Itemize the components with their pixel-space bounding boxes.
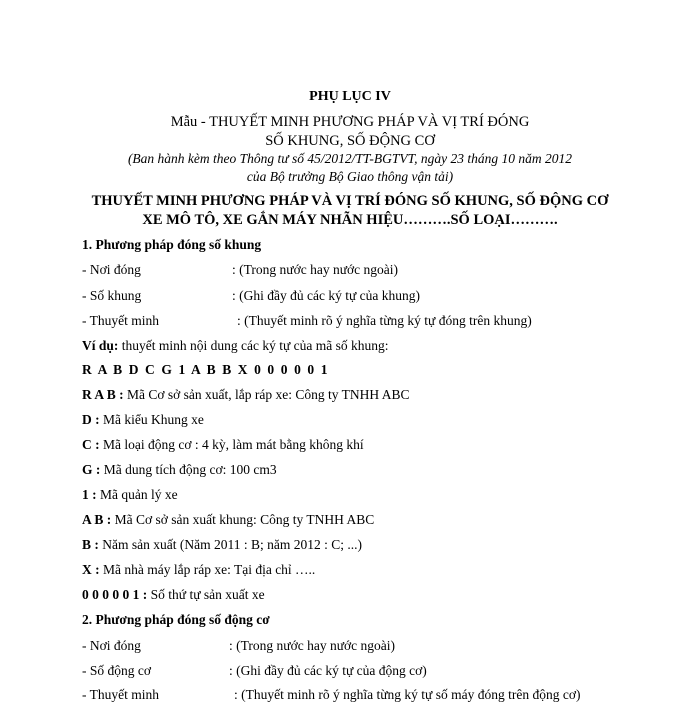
code-key: D :: [82, 412, 100, 427]
row-label: - Nơi đóng: [82, 262, 141, 277]
code-line: [82, 387, 410, 403]
code-key: X :: [82, 562, 100, 577]
section-2-row-explanation: [82, 687, 581, 703]
section-1-row-explanation: [82, 313, 532, 329]
code-key: 1 :: [82, 487, 97, 502]
code-desc: Năm sản xuất (Năm 2011 : B; năm 2012 : C; ...): [98, 537, 362, 552]
issued-note-line-1: (Ban hành kèm theo Thông tư số 45/2012/TT-BGTVT, ngày 23 tháng 10 năm 2012: [127, 151, 573, 166]
section-2-heading: 2. Phương pháp đóng số động cơ: [82, 612, 270, 627]
code-line: [82, 537, 362, 553]
section-2-row-place: [82, 638, 396, 654]
code-key: C :: [82, 437, 100, 452]
code-line: [82, 562, 315, 578]
code-line: [82, 462, 277, 478]
row-label: - Thuyết minh: [82, 313, 159, 328]
section-1-row-place: [82, 262, 399, 278]
code-line: [82, 487, 178, 503]
vin-code: R A B D C G 1 A B B X 0 0 0 0 0 1: [82, 362, 330, 377]
appendix-title: PHỤ LỤC IV: [309, 89, 391, 104]
code-key: B :: [82, 537, 99, 552]
code-desc: Số thứ tự sản xuất xe: [147, 587, 265, 602]
code-key: 0 0 0 0 0 1 :: [82, 587, 148, 602]
code-desc: Mã quản lý xe: [96, 487, 178, 502]
code-key: A B :: [82, 512, 112, 527]
row-value: : (Thuyết minh rõ ý nghĩa từng ký tự đóng trên khung): [237, 313, 532, 328]
row-value: : (Thuyết minh rõ ý nghĩa từng ký tự số máy đóng trên động cơ): [234, 687, 581, 702]
main-title-line-2: XE MÔ TÔ, XE GẮN MÁY NHÃN HIỆU……….SỐ LOẠI……….: [142, 212, 558, 228]
form-title-line-2: SỐ KHUNG, SỐ ĐỘNG CƠ: [265, 133, 435, 149]
code-desc: Mã nhà máy lắp ráp xe: Tại địa chỉ …..: [99, 562, 316, 577]
form-title-line-1: Mẫu - THUYẾT MINH PHƯƠNG PHÁP VÀ VỊ TRÍ ĐÓNG: [170, 114, 530, 130]
row-value: : (Ghi đầy đủ các ký tự của động cơ): [229, 663, 427, 678]
row-label: - Thuyết minh: [82, 687, 159, 702]
section-1-row-frame-number: [82, 288, 421, 304]
example-line: [82, 338, 389, 354]
row-label: - Số khung: [82, 288, 142, 303]
code-line: [82, 587, 265, 603]
code-key: G :: [82, 462, 101, 477]
row-value: : (Trong nước hay nước ngoài): [232, 262, 399, 277]
section-2-row-engine-number: [82, 663, 427, 679]
code-desc: Mã kiểu Khung xe: [99, 412, 204, 427]
code-desc: Mã Cơ sở sản xuất khung: Công ty TNHH ABC: [111, 512, 375, 527]
row-label: - Nơi đóng: [82, 638, 141, 653]
example-label: Ví dụ:: [82, 338, 119, 353]
code-desc: Mã dung tích động cơ: 100 cm3: [100, 462, 277, 477]
example-text: thuyết minh nội dung các ký tự của mã số khung:: [118, 338, 389, 353]
code-key: R A B :: [82, 387, 124, 402]
row-value: : (Trong nước hay nước ngoài): [229, 638, 396, 653]
code-line: [82, 437, 364, 453]
code-line: [82, 412, 204, 428]
code-line: [82, 512, 374, 528]
section-1-heading: 1. Phương pháp đóng số khung: [82, 237, 262, 252]
code-desc: Mã Cơ sở sản xuất, lắp ráp xe: Công ty TNHH ABC: [123, 387, 410, 402]
code-desc: Mã loại động cơ : 4 kỳ, làm mát bằng không khí: [99, 437, 364, 452]
issued-note-line-2: của Bộ trưởng Bộ Giao thông vận tải): [246, 169, 454, 184]
row-label: - Số động cơ: [82, 663, 152, 678]
main-title-line-1: THUYẾT MINH PHƯƠNG PHÁP VÀ VỊ TRÍ ĐÓNG SỐ KHUNG, SỐ ĐỘNG CƠ: [91, 193, 609, 209]
row-value: : (Ghi đầy đủ các ký tự của khung): [232, 288, 421, 303]
